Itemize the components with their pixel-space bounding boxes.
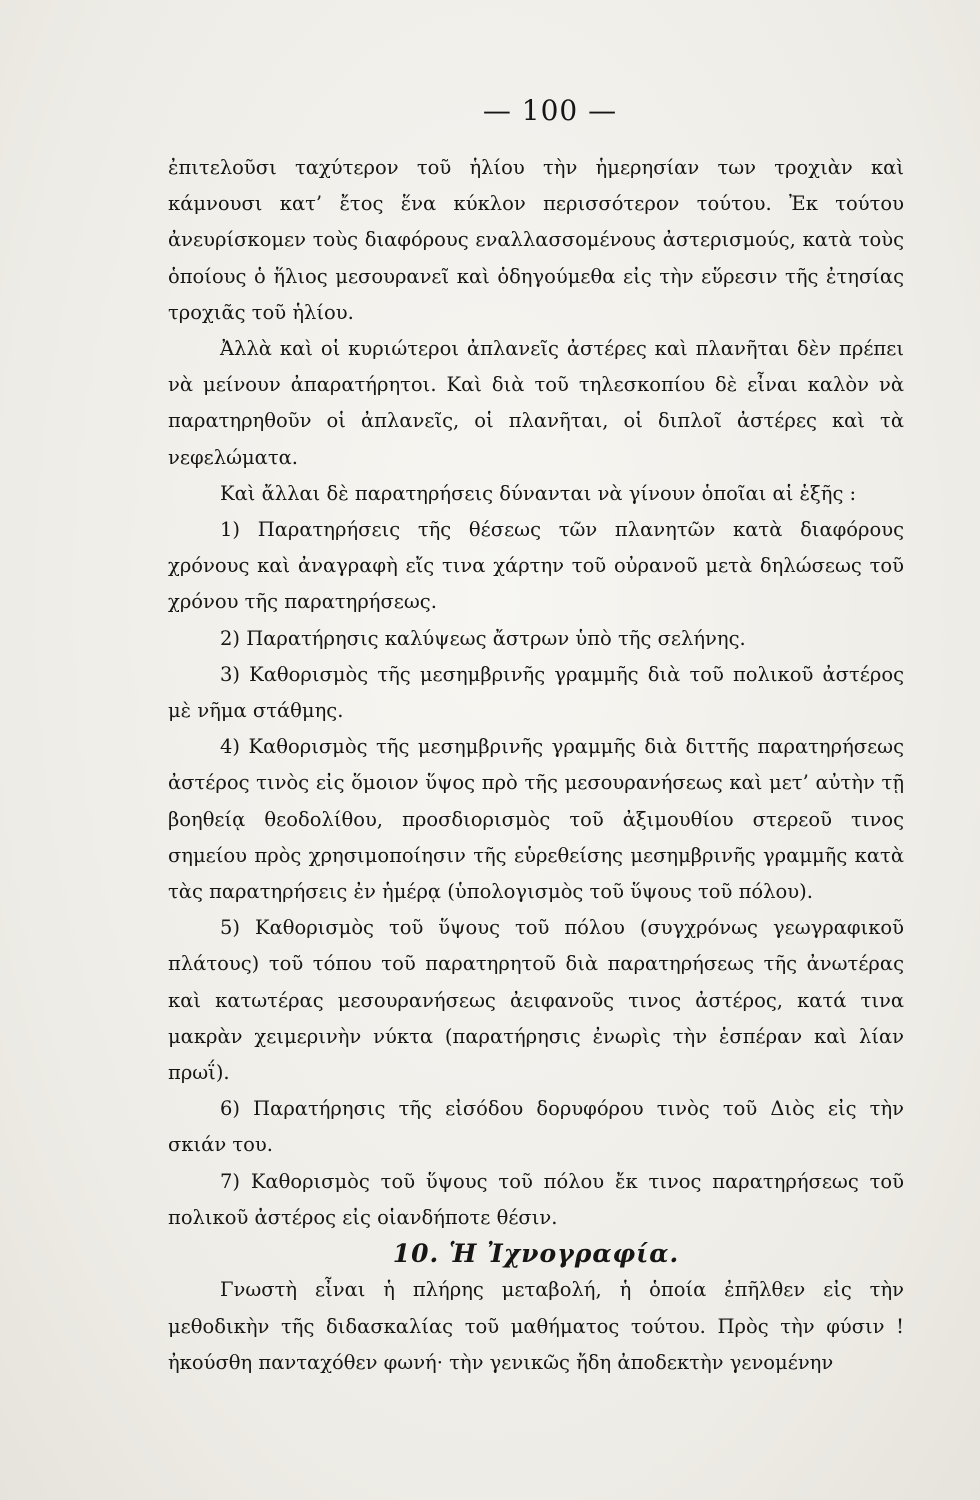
list-item-3: 3) Καθορισμὸς τῆς μεσημβρινῆς γραμμῆς διὰ τοῦ πολικοῦ ἀστέρος μὲ νῆμα στάθμης. (168, 662, 904, 723)
list-item-1: 1) Παρατηρήσεις τῆς θέσεως τῶν πλανητῶν κατὰ διαφόρους χρόνους καὶ ἀναγραφὴ εἴς τινα χάρτην τοῦ οὐρανοῦ μετὰ δηλώσεως τοῦ χρόνου τῆς παρατηρήσεως. (168, 518, 904, 614)
section-heading: 10. Ἡ Ἰχνογραφία. (392, 1239, 680, 1269)
page-text (168, 150, 904, 1381)
list-item-6: 6) Παρατήρησις τῆς εἰσόδου δορυφόρου τινὸς τοῦ Διὸς εἰς τὴν σκιάν του. (168, 1097, 904, 1157)
list-item-4: 4) Καθορισμὸς τῆς μεσημβρινῆς γραμμῆς διὰ διττῆς παρατηρήσεως ἀστέρος τινὸς εἰς ὅμοιον ὕψος πρὸ τῆς μεσουρανήσεως καὶ μετ’ αὐτὴν τῇ βοηθείᾳ θεοδολίθου, προσδιορισμὸς τοῦ ἀξιμουθίου στερεοῦ τινος σημείου πρὸς χρησιμοποίησιν τῆς εὑρεθείσης μεσημβρινῆς γραμμῆς κατὰ τὰς παρατηρήσεις ἐν ἡμέρᾳ (ὑπολογισμὸς τοῦ ὕψους τοῦ πόλου). (168, 735, 904, 904)
paragraph-2: Ἀλλὰ καὶ οἱ κυριώτεροι ἀπλανεῖς ἀστέρες καὶ πλανῆται δὲν πρέπει νὰ μείνουν ἀπαρατήρητοι. Καὶ διὰ τοῦ τηλεσκοπίου δὲ εἶναι καλὸν νὰ παρατηρηθοῦν οἱ ἀπλανεῖς, οἱ πλανῆται, οἱ διπλοῖ ἀστέρες καὶ τὰ νεφελώματα. (168, 337, 904, 469)
list-item-5: 5) Καθορισμὸς τοῦ ὕψους τοῦ πόλου (συγχρόνως γεωγραφικοῦ πλάτους) τοῦ τόπου τοῦ παρατηρητοῦ διὰ παρατηρήσεως τῆς ἀνωτέρας καὶ κατωτέρας μεσουρανήσεως ἀειφανοῦς τινος ἀστέρος, κατά τινα μακρὰν χειμερινὴν νύκτα (παρατήρησις ἐνωρὶς τὴν ἑσπέραν καὶ λίαν πρωΐ). (168, 916, 904, 1085)
list-item-2: 2) Παρατήρησις καλύψεως ἄστρων ὑπὸ τῆς σελήνης. (220, 626, 746, 650)
list-item-7: 7) Καθορισμὸς τοῦ ὕψους τοῦ πόλου ἔκ τινος παρατηρήσεως τοῦ πολικοῦ ἀστέρος εἰς οἱανδήποτε θέσιν. (168, 1169, 904, 1229)
paragraph-1: ἐπιτελοῦσι ταχύτερον τοῦ ἡλίου τὴν ἡμερησίαν των τροχιὰν καὶ κάμνουσι κατ’ ἔτος ἕνα κύκλον περισσότερον τούτου. Ἐκ τούτου ἀνευρίσκομεν τοὺς διαφόρους εναλλασσομένους ἀστερισμούς, κατὰ τοὺς ὁποίους ὁ ἥλιος μεσουρανεῖ καὶ ὁδηγούμεθα εἰς τὴν εὕρεσιν τῆς ἐτησίας τροχιᾶς τοῦ ἡλίου. (168, 156, 904, 324)
page-number: — 100 — (482, 94, 618, 127)
paragraph-3: Καὶ ἄλλαι δὲ παρατηρήσεις δύνανται νὰ γίνουν ὁποῖαι αἱ ἑξῆς : (220, 481, 857, 505)
closing-paragraph: Γνωστὴ εἶναι ἡ πλήρης μεταβολή, ἡ ὁποία ἐπῆλθεν εἰς τὴν μεθοδικὴν τῆς διδασκαλίας τοῦ μαθήματος τούτου. Πρὸς τὴν φύσιν ! ἠκούσθη πανταχόθεν φωνή· τὴν γενικῶς ἤδη ἀποδεκτὴν γενομένην (168, 1278, 904, 1374)
